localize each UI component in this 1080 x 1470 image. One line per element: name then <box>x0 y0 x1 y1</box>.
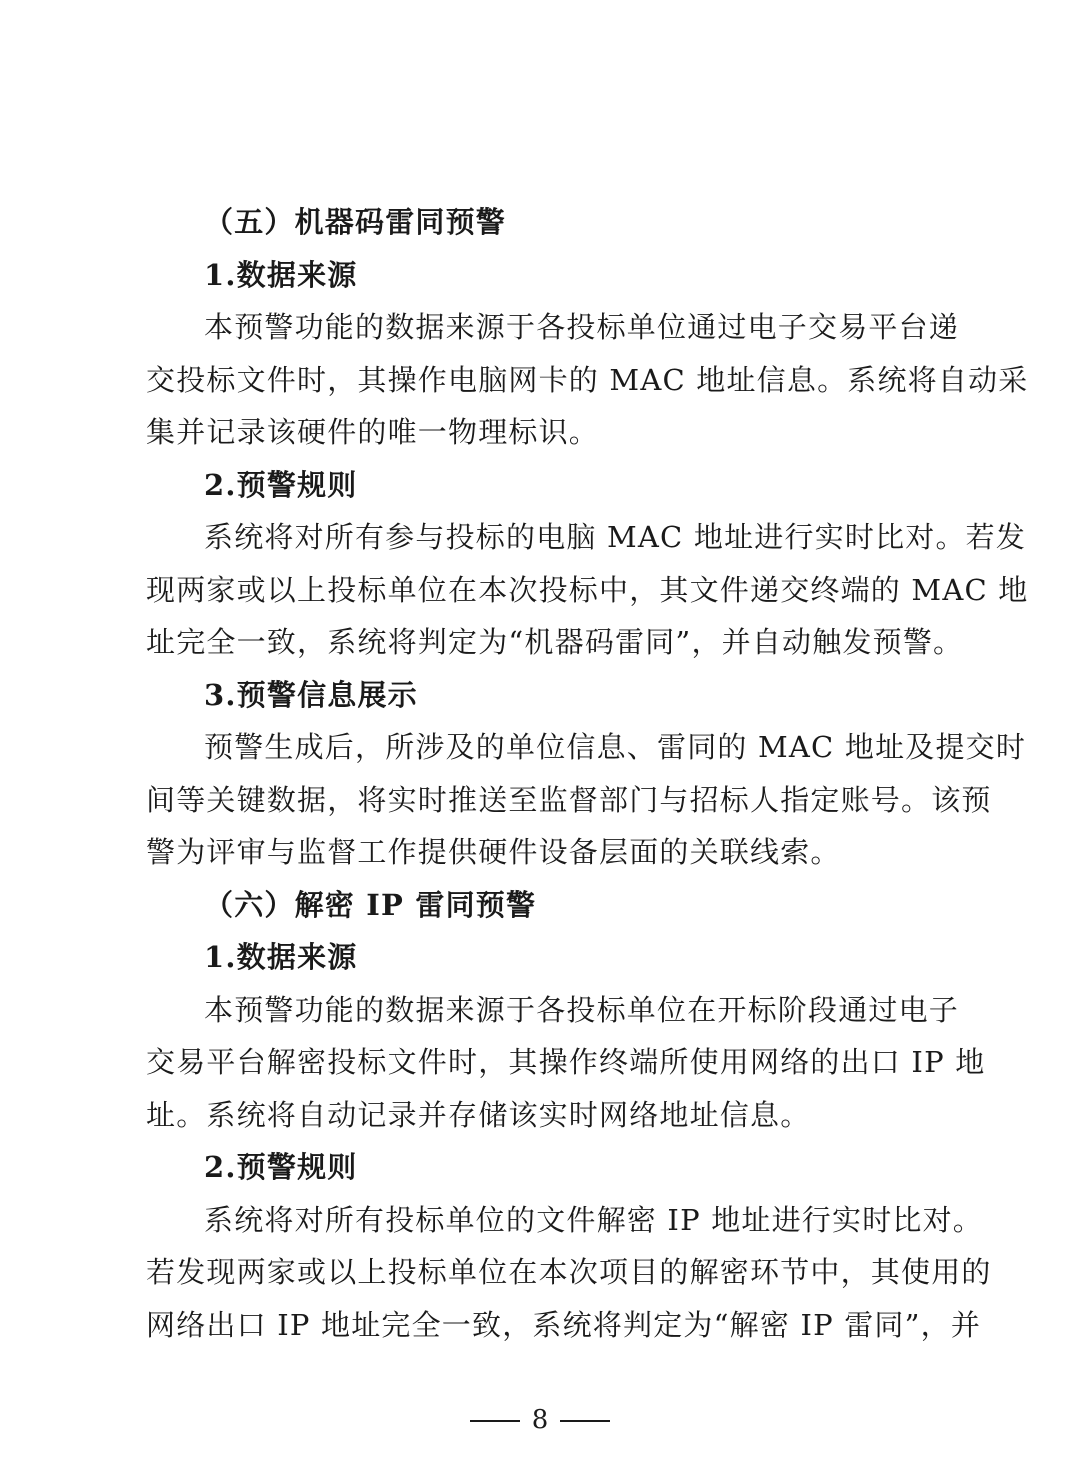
paragraph-line: 址完全一致，系统将判定为“机器码雷同”，并自动触发预警。 <box>146 625 964 659</box>
paragraph-line: 网络出口 IP 地址完全一致，系统将判定为“解密 IP 雷同”，并 <box>146 1307 982 1342</box>
paragraph-line: 交易平台解密投标文件时，其操作终端所使用网络的出口 IP 地 <box>146 1045 986 1079</box>
paragraph-line: 现两家或以上投标单位在本次投标中，其文件递交终端的 MAC 地 <box>146 572 1029 607</box>
paragraph-line: 本预警功能的数据来源于各投标单位通过电子交易平台递 <box>204 310 960 344</box>
footer-dash-left <box>470 1420 520 1422</box>
subheading-warning-display: 3.预警信息展示 <box>204 677 418 712</box>
subheading-data-source: 1.数据来源 <box>204 257 358 292</box>
document-body <box>146 196 1029 1351</box>
subheading-data-source: 1.数据来源 <box>204 940 358 974</box>
paragraph-line: 预警生成后，所涉及的单位信息、雷同的 MAC 地址及提交时 <box>204 730 1027 764</box>
section-heading-5: （五）机器码雷同预警 <box>204 205 507 239</box>
paragraph-line: 本预警功能的数据来源于各投标单位在开标阶段通过电子 <box>204 992 960 1027</box>
section-heading-6: （六）解密 IP 雷同预警 <box>204 887 537 922</box>
footer-dash-right <box>560 1420 610 1422</box>
paragraph-line: 集并记录该硬件的唯一物理标识。 <box>146 415 600 449</box>
paragraph-line: 若发现两家或以上投标单位在本次项目的解密环节中，其使用的 <box>146 1255 992 1289</box>
paragraph-line: 址。系统将自动记录并存储该实时网络地址信息。 <box>146 1097 811 1132</box>
paragraph-line: 系统将对所有参与投标的电脑 MAC 地址进行实时比对。若发 <box>204 520 1027 554</box>
paragraph-line: 间等关键数据，将实时推送至监督部门与招标人指定账号。该预 <box>146 782 992 817</box>
paragraph-line: 警为评审与监督工作提供硬件设备层面的关联线索。 <box>146 835 841 869</box>
paragraph-line: 系统将对所有投标单位的文件解密 IP 地址进行实时比对。 <box>204 1202 984 1237</box>
subheading-warning-rules: 2.预警规则 <box>204 1150 358 1184</box>
page-footer <box>0 1400 1080 1440</box>
paragraph-line: 交投标文件时，其操作电脑网卡的 MAC 地址信息。系统将自动采 <box>146 362 1029 397</box>
page-number: 8 <box>531 1405 549 1435</box>
subheading-warning-rules: 2.预警规则 <box>204 467 358 502</box>
